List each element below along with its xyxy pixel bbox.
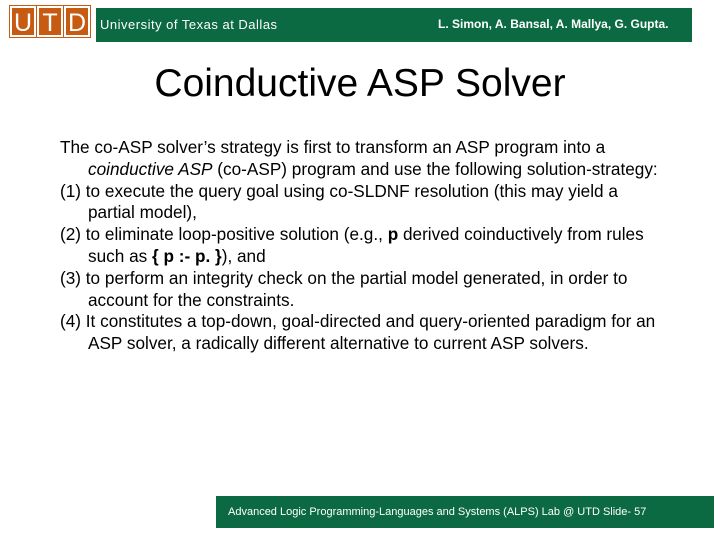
item2-bold-rule: { p :- p. } [152,245,222,266]
intro-text-1: The co-ASP solver’s strategy is first to transform an ASP program into a [60,137,606,157]
intro-text-2: (co-ASP) program and use the following solution-strategy: [212,158,658,179]
list-item-4: (4) It constitutes a top-down, goal-directed and query-oriented paradigm for an ASP solver, a radically different alternative to current ASP solvers. [60,311,656,354]
logo-letter-u: U [10,6,36,37]
list-item-2 [60,224,660,268]
authors: L. Simon, A. Bansal, A. Mallya, G. Gupta. [438,17,669,31]
list-item-3: (3) to perform an integrity check on the partial model generated, in order to account for the constraints. [60,267,628,310]
slide-body [60,137,660,355]
university-name: University of Texas at Dallas [100,17,278,32]
header-bar [0,0,720,45]
logo-letter-d: D [64,6,90,37]
slide-title: Coinductive ASP Solver [154,62,566,105]
footer-bar: Advanced Logic Programming-Languages and Systems (ALPS) Lab @ UTD Slide- 57 [216,496,714,528]
list-item-1: (1) to execute the query goal using co-SLDNF resolution (this may yield a partial model), [60,180,618,223]
utd-logo [10,6,90,37]
intro-paragraph [60,137,660,181]
item2-bold-p: p [387,224,399,245]
item2-text-1: (2) to eliminate loop-positive solution (e.g., [60,224,388,245]
intro-emphasis: coinductive ASP [88,158,213,179]
item2-text-3: ), and [221,245,266,266]
item2-text-2: derived coinductively from rules such as [88,224,644,266]
logo-letter-t: T [37,6,63,37]
